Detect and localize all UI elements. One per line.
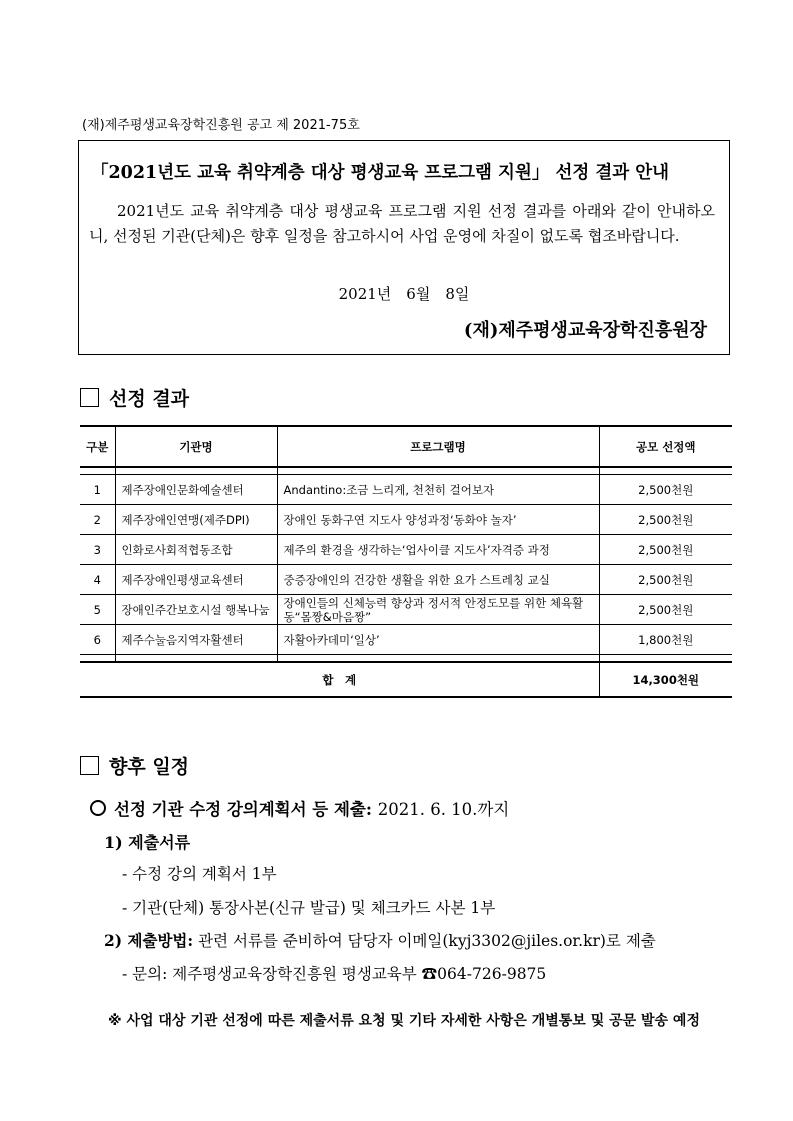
table-row [80, 535, 732, 565]
cell-org: 제주장애인평생교육센터 [115, 565, 277, 595]
cell-program: 장애인들의 신체능력 향상과 정서적 안정도모를 위한 체육활동“몸짱&마음짱” [277, 595, 599, 625]
notice-number: (재)제주평생교육장학진흥원 공고 제 2021-75호 [82, 118, 360, 133]
announcement-box [78, 140, 730, 355]
cell-amount: 1,800천원 [599, 625, 732, 655]
section-heading-results [80, 384, 189, 411]
cell-amount: 2,500천원 [599, 535, 732, 565]
cell-amount: 2,500천원 [599, 595, 732, 625]
announcement-date: 2021년 6월 8일 [338, 285, 470, 303]
footnote: ※ 사업 대상 기관 선정에 따른 제출서류 요청 및 기타 자세한 사항은 개별통보 및 공문 발송 예정 [108, 1013, 700, 1029]
table-row [80, 625, 732, 655]
section-heading-schedule [80, 752, 189, 779]
header-org: 기관명 [115, 426, 277, 467]
checkbox-square-icon [80, 388, 99, 407]
announcement-signature: (재)제주평생교육장학진흥원장 [463, 320, 707, 341]
total-row [80, 662, 732, 697]
cell-amount: 2,500천원 [599, 475, 732, 505]
header-amount: 공모 선정액 [599, 426, 732, 467]
announcement-body: 2021년도 교육 취약계층 대상 평생교육 프로그램 지원 선정 결과를 아래와 같이 안내하오니, 선정된 기관(단체)은 향후 일정을 참고하시어 사업 운영에 차질이 없도록 협조바랍니다. [89, 202, 715, 245]
cell-no: 6 [80, 625, 115, 655]
documents-heading: 1) 제출서류 [104, 833, 191, 852]
cell-org: 제주수눌음지역자활센터 [115, 625, 277, 655]
cell-program: Andantino:조금 느리게, 천천히 걸어보자 [277, 475, 599, 505]
submission-method-text: 관련 서류를 준비하여 담당자 이메일(kyj3302@jiles.or.kr)로 제출 [198, 932, 656, 950]
schedule-item-deadline: 2021. 6. 10.까지 [377, 800, 510, 819]
cell-org: 제주장애인문화예술센터 [115, 475, 277, 505]
cell-program: 중증장애인의 건강한 생활을 위한 요가 스트레칭 교실 [277, 565, 599, 595]
cell-program: 제주의 환경을 생각하는‘업사이클 지도사’자격증 과정 [277, 535, 599, 565]
table-row [80, 475, 732, 505]
cell-org: 제주장애인연맹(제주DPI) [115, 505, 277, 535]
cell-no: 1 [80, 475, 115, 505]
cell-program: 자활아카데미‘일상’ [277, 625, 599, 655]
total-amount: 14,300천원 [599, 662, 732, 697]
section-title: 향후 일정 [109, 756, 190, 778]
document-item: - 기관(단체) 통장사본(신규 발급) 및 체크카드 사본 1부 [122, 899, 496, 917]
document-item: - 수정 강의 계획서 1부 [122, 865, 277, 883]
table-row [80, 505, 732, 535]
announcement-title: 「2021년도 교육 취약계층 대상 평생교육 프로그램 지원」 선정 결과 안내 [91, 163, 670, 183]
table-row [80, 595, 732, 625]
cell-org: 인화로사회적협동조합 [115, 535, 277, 565]
cell-amount: 2,500천원 [599, 505, 732, 535]
cell-no: 3 [80, 535, 115, 565]
table-header-row [80, 426, 732, 467]
results-table [80, 425, 732, 698]
total-label: 합 계 [80, 662, 599, 697]
cell-program: 장애인 동화구연 지도사 양성과정‘동화야 놀자’ [277, 505, 599, 535]
cell-org: 장애인주간보호시설 행복나눔 [115, 595, 277, 625]
section-title: 선정 결과 [109, 388, 190, 410]
header-program: 프로그램명 [277, 426, 599, 467]
schedule-item-label: 선정 기관 수정 강의계획서 등 제출: [114, 800, 372, 819]
cell-amount: 2,500천원 [599, 565, 732, 595]
schedule-item [90, 796, 509, 820]
cell-no: 4 [80, 565, 115, 595]
circle-bullet-icon [90, 800, 106, 816]
contact-info: - 문의: 제주평생교육장학진흥원 평생교육부 ☎064-726-9875 [122, 965, 547, 983]
submission-method [104, 929, 656, 951]
table-row [80, 565, 732, 595]
cell-no: 5 [80, 595, 115, 625]
checkbox-square-icon [80, 756, 99, 775]
header-no: 구분 [80, 426, 115, 467]
cell-no: 2 [80, 505, 115, 535]
submission-method-label: 2) 제출방법: [104, 931, 194, 950]
